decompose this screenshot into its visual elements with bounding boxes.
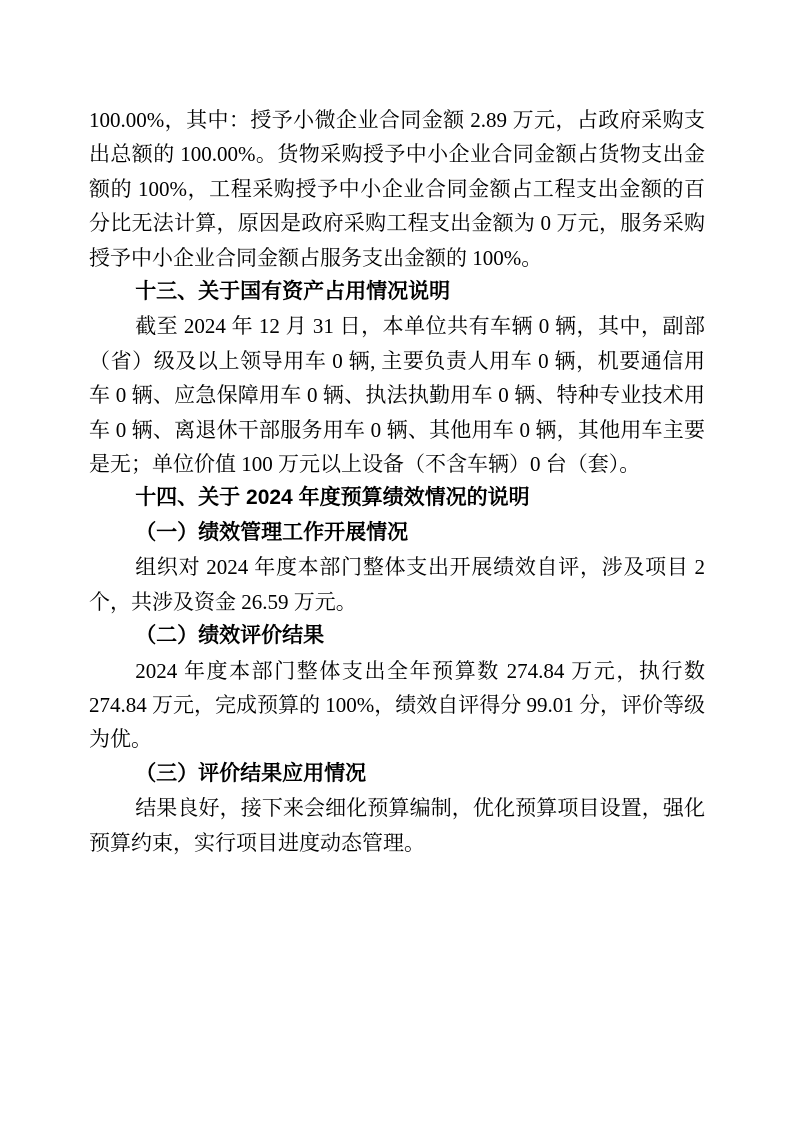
subheading-performance-management-work: （一）绩效管理工作开展情况: [135, 520, 409, 544]
paragraph-procurement-continued: 100.00%，其中：授予小微企业合同金额 2.89 万元，占政府采购支出总额的 100.00%。货物采购授予中小企业合同金额占货物支出金额的 100%，工程采购授予中小企业合同金额占工程支出金额的百分比无法计算，原因是政府采购工程支出金额为 0 万元，服务采购授予中小企业合同金额占服务支出金额的 100%。: [89, 108, 705, 270]
paragraph-performance-self-evaluation: 组织对 2024 年度本部门整体支出开展绩效自评，涉及项目 2 个，共涉及资金 26.59 万元。: [89, 555, 705, 614]
paragraph-state-assets-vehicles: 截至 2024 年 12 月 31 日，本单位共有车辆 0 辆，其中，副部（省）级及以上领导用车 0 辆, 主要负责人用车 0 辆，机要通信用车 0 辆、应急保障用车 0 辆、执法执勤用车 0 辆、特种专业技术用车 0 辆、离退休干部服务用车 0 辆、其他用车 0 辆，其他用车主要是无；单位价值 100 万元以上设备（不含车辆）0 台（套）。: [89, 314, 705, 477]
paragraph-budget-execution-score: 2024 年度本部门整体支出全年预算数 274.84 万元，执行数 274.84 万元，完成预算的 100%，绩效自评得分 99.01 分，评价等级为优。: [89, 658, 705, 752]
heading-section-14-budget-performance: 十四、关于 2024 年度预算绩效情况的说明: [135, 486, 530, 510]
document-content: [89, 103, 705, 860]
heading-section-13-state-assets: 十三、关于国有资产占用情况说明: [135, 280, 451, 304]
subheading-performance-evaluation-results: （二）绩效评价结果: [135, 624, 325, 648]
paragraph-results-application-measures: 结果良好，接下来会细化预算编制，优化预算项目设置，强化预算约束，实行项目进度动态管理。: [89, 796, 705, 855]
subheading-evaluation-results-application: （三）评价结果应用情况: [135, 761, 367, 785]
